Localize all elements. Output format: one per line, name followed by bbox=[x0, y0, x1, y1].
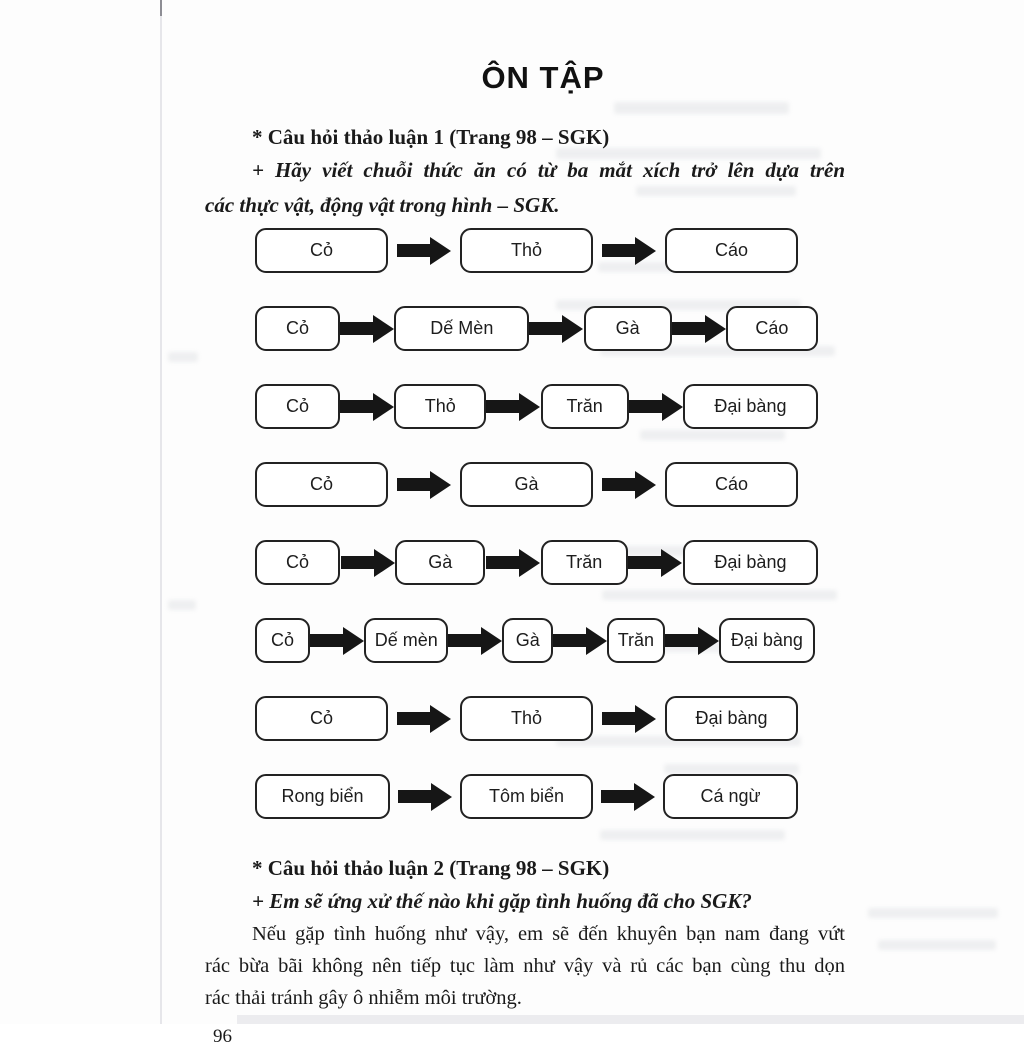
arrow-right-icon bbox=[602, 696, 656, 741]
food-chain-diagrams bbox=[205, 228, 845, 819]
arrow-right-icon bbox=[397, 696, 451, 741]
chain-node: Đại bàng bbox=[665, 696, 798, 741]
arrow-right-icon bbox=[341, 540, 395, 585]
chain-node: Thỏ bbox=[394, 384, 486, 429]
chain-node: Rong biển bbox=[255, 774, 390, 819]
answer-line-3: rác thải tránh gây ô nhiễm môi trường. bbox=[205, 987, 522, 1009]
chain-node: Gà bbox=[584, 306, 672, 351]
question-1-line-2: các thực vật, động vật trong hình – SGK. bbox=[205, 193, 560, 217]
food-chain-row-6 bbox=[255, 618, 815, 663]
chain-node: Tôm biển bbox=[460, 774, 593, 819]
page-edge-line bbox=[160, 0, 162, 1024]
chain-node: Cỏ bbox=[255, 618, 310, 663]
chain-node: Cáo bbox=[726, 306, 818, 351]
arrow-right-icon bbox=[486, 540, 540, 585]
arrow-right-icon bbox=[553, 618, 607, 663]
chain-node: Cỏ bbox=[255, 306, 340, 351]
chain-node: Gà bbox=[395, 540, 485, 585]
arrow-right-icon bbox=[486, 384, 540, 429]
arrow-right-icon bbox=[602, 462, 656, 507]
food-chain-row-1 bbox=[255, 228, 798, 273]
chain-node: Trăn bbox=[607, 618, 665, 663]
chain-node: Cỏ bbox=[255, 384, 340, 429]
chain-node: Cỏ bbox=[255, 540, 340, 585]
arrow-right-icon bbox=[397, 228, 451, 273]
bleed-through-mark bbox=[168, 600, 196, 610]
chain-node: Cáo bbox=[665, 228, 798, 273]
chain-node: Dế mèn bbox=[364, 618, 448, 663]
food-chain-row-7 bbox=[255, 696, 798, 741]
chain-node: Gà bbox=[460, 462, 593, 507]
food-chain-row-5 bbox=[255, 540, 818, 585]
arrow-right-icon bbox=[397, 462, 451, 507]
food-chain-row-3 bbox=[255, 384, 818, 429]
food-chain-row-2 bbox=[255, 306, 818, 351]
bleed-through-mark bbox=[878, 940, 996, 950]
chain-node: Cỏ bbox=[255, 228, 388, 273]
answer-line-1: Nếu gặp tình huống như vậy, em sẽ đến khuyên bạn nam đang vứt bbox=[252, 923, 845, 945]
discussion-question-1-heading: * Câu hỏi thảo luận 1 (Trang 98 – SGK) bbox=[252, 125, 610, 149]
chain-node: Cá ngừ bbox=[663, 774, 798, 819]
page-number: 96 bbox=[213, 1026, 232, 1047]
chain-node: Thỏ bbox=[460, 228, 593, 273]
page-edge-line-cap bbox=[160, 0, 162, 16]
chain-node: Cỏ bbox=[255, 696, 388, 741]
page-title: ÔN TẬP bbox=[481, 60, 605, 95]
chain-node: Thỏ bbox=[460, 696, 593, 741]
discussion-question-2-heading: * Câu hỏi thảo luận 2 (Trang 98 – SGK) bbox=[252, 856, 610, 880]
chain-node: Trăn bbox=[541, 540, 628, 585]
arrow-right-icon bbox=[629, 384, 683, 429]
food-chain-row-4 bbox=[255, 462, 798, 507]
arrow-right-icon bbox=[602, 228, 656, 273]
arrow-right-icon bbox=[340, 306, 394, 351]
arrow-right-icon bbox=[448, 618, 502, 663]
arrow-right-icon bbox=[398, 774, 452, 819]
chain-node: Cáo bbox=[665, 462, 798, 507]
chain-node: Trăn bbox=[541, 384, 629, 429]
food-chain-row-8 bbox=[255, 774, 798, 819]
chain-node: Gà bbox=[502, 618, 553, 663]
arrow-right-icon bbox=[628, 540, 682, 585]
bleed-through-mark bbox=[868, 908, 998, 918]
question-2-text: + Em sẽ ứng xử thế nào khi gặp tình huống đã cho SGK? bbox=[252, 889, 752, 913]
chain-node: Dế Mèn bbox=[394, 306, 529, 351]
arrow-right-icon bbox=[672, 306, 726, 351]
arrow-right-icon bbox=[601, 774, 655, 819]
page-content bbox=[205, 58, 845, 1048]
arrow-right-icon bbox=[529, 306, 583, 351]
chain-node: Đại bàng bbox=[683, 540, 818, 585]
chain-node: Cỏ bbox=[255, 462, 388, 507]
arrow-right-icon bbox=[665, 618, 719, 663]
answer-line-2: rác bừa bãi không nên tiếp tục làm như vậy và rủ các bạn cùng thu dọn bbox=[205, 955, 845, 977]
chain-node: Đại bàng bbox=[719, 618, 815, 663]
bleed-through-mark bbox=[168, 352, 198, 362]
chain-node: Đại bàng bbox=[683, 384, 818, 429]
question-1-line-1: + Hãy viết chuỗi thức ăn có từ ba mắt xích trở lên dựa trên bbox=[252, 158, 845, 182]
arrow-right-icon bbox=[310, 618, 364, 663]
arrow-right-icon bbox=[340, 384, 394, 429]
